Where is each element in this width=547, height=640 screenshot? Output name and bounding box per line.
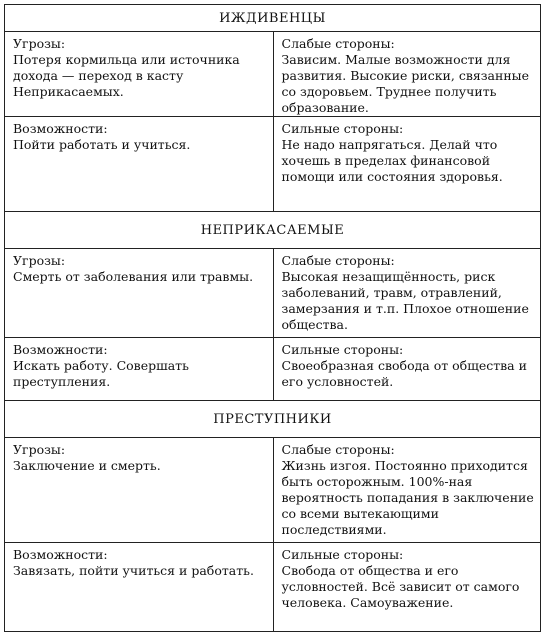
threats-cell — [5, 32, 273, 116]
threats-label: Угрозы: — [13, 253, 66, 268]
opportunities-cell — [5, 117, 273, 211]
swot-table — [4, 4, 541, 632]
section-row-threats-weak — [4, 31, 541, 116]
opportunities-label: Возможности: — [13, 342, 108, 357]
section-row-threats-weak — [4, 437, 541, 542]
strengths-text: Своеобразная свобода от общества и его условностей. — [281, 358, 527, 389]
section-row-opp-strong — [4, 116, 541, 211]
threats-cell — [5, 438, 273, 542]
opportunities-text: Пойти работать и учиться. — [13, 137, 191, 152]
strengths-text: Свобода от общества и его условностей. Всё зависит от самого человека. Самоуважение. — [281, 563, 520, 610]
threats-text: Смерть от заболевания или травмы. — [13, 269, 254, 284]
weak-text: Высокая незащищённость, риск заболеваний, травм, отравлений, замерзания и т.п. Плохое отношение общества. — [281, 269, 529, 332]
opportunities-cell — [5, 543, 273, 631]
threats-label: Угрозы: — [13, 442, 66, 457]
strengths-label: Сильные стороны: — [281, 342, 404, 357]
strengths-cell — [273, 543, 541, 631]
weak-text: Жизнь изгоя. Постоянно приходится быть осторожным. 100%-ная вероятность попадания в заключение со всеми вытекающими последствиями. — [281, 458, 534, 537]
section-row-opp-strong — [4, 542, 541, 632]
opportunities-text: Завязать, пойти учиться и работать. — [13, 563, 254, 578]
section-title-dependents: ИЖДИВЕНЦЫ — [4, 4, 541, 31]
opportunities-label: Возможности: — [13, 547, 108, 562]
weak-text: Зависим. Малые возможности для развития. Высокие риски, связанные со здоровьем. Труднее получить образование. — [281, 52, 530, 115]
weak-label: Слабые стороны: — [281, 442, 395, 457]
section-title-criminals: ПРЕСТУПНИКИ — [4, 400, 541, 437]
weak-label: Слабые стороны: — [281, 36, 395, 51]
threats-cell — [5, 249, 273, 337]
strengths-text: Не надо напрягаться. Делай что хочешь в пределах финансовой помощи или состояния здоровья. — [281, 137, 503, 184]
strengths-label: Сильные стороны: — [281, 121, 404, 136]
opportunities-cell — [5, 338, 273, 400]
strengths-cell — [273, 338, 541, 400]
weak-cell — [273, 32, 541, 116]
weak-label: Слабые стороны: — [281, 253, 395, 268]
section-title-untouchables: НЕПРИКАСАЕМЫЕ — [4, 211, 541, 248]
weak-cell — [273, 438, 541, 542]
opportunities-label: Возможности: — [13, 121, 108, 136]
strengths-label: Сильные стороны: — [281, 547, 404, 562]
threats-text: Потеря кормильца или источника дохода — переход в касту Неприкасаемых. — [13, 52, 240, 99]
threats-label: Угрозы: — [13, 36, 66, 51]
threats-text: Заключение и смерть. — [13, 458, 161, 473]
section-row-opp-strong — [4, 337, 541, 400]
section-row-threats-weak — [4, 248, 541, 337]
strengths-cell — [273, 117, 541, 211]
weak-cell — [273, 249, 541, 337]
opportunities-text: Искать работу. Совершать преступления. — [13, 358, 189, 389]
